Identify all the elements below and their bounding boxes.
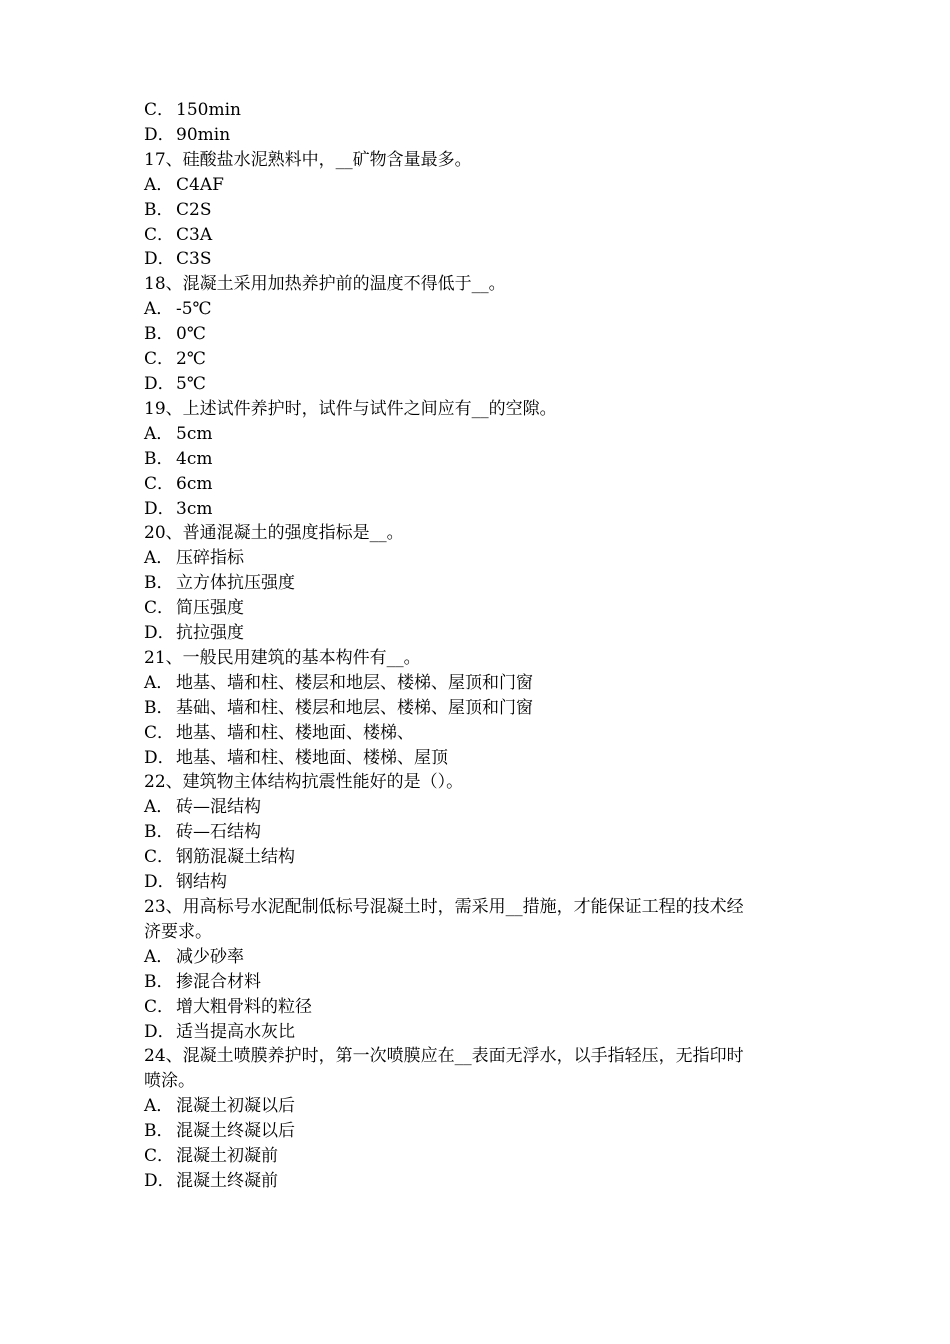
answer-option <box>144 795 814 820</box>
answer-option <box>144 995 814 1020</box>
option-text: 钢筋混凝土结构 <box>176 847 295 868</box>
option-text: 简压强度 <box>176 598 244 619</box>
answer-option <box>144 671 814 696</box>
option-letter: A． <box>144 672 174 693</box>
option-text: 6cm <box>176 473 213 494</box>
option-text: 地基、墙和柱、楼层和地层、楼梯、屋顶和门窗 <box>176 672 533 693</box>
question-text: 17、硅酸盐水泥熟料中，__矿物含量最多。 <box>144 149 472 170</box>
question-text: 喷涂。 <box>144 1071 195 1092</box>
question-text: 18、混凝土采用加热养护前的温度不得低于__。 <box>144 274 506 295</box>
answer-option <box>144 970 814 995</box>
option-text: -5℃ <box>176 299 212 320</box>
answer-option <box>144 870 814 895</box>
option-text: 混凝土终凝前 <box>176 1170 278 1191</box>
answer-option <box>144 1144 814 1169</box>
option-text: 地基、墙和柱、楼地面、楼梯、屋顶 <box>176 747 448 768</box>
option-letter: D． <box>144 498 175 519</box>
question-text: 24、混凝土喷膜养护时，第一次喷膜应在__表面无浮水，以手指轻压，无指印时 <box>144 1046 744 1067</box>
question-text: 21、一般民用建筑的基本构件有__。 <box>144 647 421 668</box>
option-text: 基础、墙和柱、楼层和地层、楼梯、屋顶和门窗 <box>176 697 533 718</box>
answer-option <box>144 198 814 223</box>
option-text: C3A <box>176 224 213 245</box>
option-letter: B． <box>144 1121 174 1142</box>
answer-option <box>144 322 814 347</box>
option-text: 钢结构 <box>176 872 227 893</box>
question-text: 20、普通混凝土的强度指标是__。 <box>144 523 404 544</box>
option-text: 混凝土初凝以后 <box>176 1096 295 1117</box>
option-text: 减少砂率 <box>176 946 244 967</box>
answer-option <box>144 1169 814 1194</box>
option-letter: B． <box>144 697 174 718</box>
option-letter: C． <box>144 473 175 494</box>
option-letter: A． <box>144 1096 174 1117</box>
option-letter: D． <box>144 747 175 768</box>
option-text: 掺混合材料 <box>176 971 261 992</box>
answer-option <box>144 472 814 497</box>
option-letter: C． <box>144 100 175 120</box>
option-text: C2S <box>176 199 212 220</box>
option-text: 抗拉强度 <box>176 623 244 644</box>
answer-option <box>144 173 814 198</box>
option-letter: A． <box>144 174 174 195</box>
answer-option <box>144 497 814 522</box>
option-text: 混凝土初凝前 <box>176 1146 278 1167</box>
question-text: 济要求。 <box>144 921 212 942</box>
answer-option <box>144 98 814 123</box>
option-letter: D． <box>144 1021 175 1042</box>
option-letter: C． <box>144 722 175 743</box>
option-letter: C． <box>144 847 175 868</box>
answer-option <box>144 746 814 771</box>
option-text: 0℃ <box>176 324 206 345</box>
answer-option <box>144 247 814 272</box>
option-letter: D． <box>144 124 175 145</box>
answer-option <box>144 845 814 870</box>
answer-option <box>144 1020 814 1045</box>
document-page <box>144 98 814 1194</box>
option-text: 90min <box>176 124 231 145</box>
answer-option <box>144 372 814 397</box>
option-letter: D． <box>144 249 175 270</box>
answer-option <box>144 596 814 621</box>
answer-option <box>144 945 814 970</box>
option-text: 5℃ <box>176 373 206 394</box>
option-text: 砖—石结构 <box>176 822 261 843</box>
answer-option <box>144 721 814 746</box>
answer-option <box>144 347 814 372</box>
option-text: 压碎指标 <box>176 548 244 569</box>
option-letter: A． <box>144 946 174 967</box>
answer-option <box>144 223 814 248</box>
option-text: 3cm <box>176 498 213 519</box>
option-letter: B． <box>144 199 174 220</box>
option-letter: B． <box>144 971 174 992</box>
option-letter: A． <box>144 797 174 818</box>
option-letter: C． <box>144 349 175 370</box>
option-text: C3S <box>176 249 212 270</box>
answer-option <box>144 820 814 845</box>
question-text: 19、上述试件养护时，试件与试件之间应有__的空隙。 <box>144 398 557 419</box>
option-letter: C． <box>144 996 175 1017</box>
answer-option <box>144 447 814 472</box>
option-letter: B． <box>144 822 174 843</box>
option-text: C4AF <box>176 174 224 195</box>
option-letter: A． <box>144 423 174 444</box>
option-text: 混凝土终凝以后 <box>176 1121 295 1142</box>
option-letter: C． <box>144 224 175 245</box>
option-letter: C． <box>144 598 175 619</box>
option-text: 增大粗骨料的粒径 <box>176 996 312 1017</box>
option-text: 地基、墙和柱、楼地面、楼梯、 <box>176 722 414 743</box>
option-text: 砖—混结构 <box>176 797 261 818</box>
option-letter: D． <box>144 623 175 644</box>
answer-option <box>144 297 814 322</box>
option-letter: B． <box>144 573 174 594</box>
option-letter: C． <box>144 1146 175 1167</box>
option-text: 立方体抗压强度 <box>176 573 295 594</box>
answer-option <box>144 1094 814 1119</box>
question-text: 22、建筑物主体结构抗震性能好的是（）。 <box>144 772 464 793</box>
option-letter: A． <box>144 299 174 320</box>
option-letter: B． <box>144 324 174 345</box>
option-letter: D． <box>144 373 175 394</box>
option-text: 4cm <box>176 448 213 469</box>
answer-option <box>144 422 814 447</box>
option-letter: A． <box>144 548 174 569</box>
option-text: 适当提高水灰比 <box>176 1021 295 1042</box>
answer-option <box>144 1119 814 1144</box>
question-text: 23、用高标号水泥配制低标号混凝土时，需采用__措施，才能保证工程的技术经 <box>144 897 744 917</box>
answer-option <box>144 696 814 721</box>
answer-option <box>144 621 814 646</box>
option-text: 2℃ <box>176 349 206 370</box>
option-text: 5cm <box>176 423 213 444</box>
answer-option <box>144 546 814 571</box>
option-text: 150min <box>176 100 241 120</box>
answer-option <box>144 571 814 596</box>
option-letter: B． <box>144 448 174 469</box>
option-letter: D． <box>144 872 175 893</box>
answer-option <box>144 123 814 148</box>
option-letter: D． <box>144 1170 175 1191</box>
